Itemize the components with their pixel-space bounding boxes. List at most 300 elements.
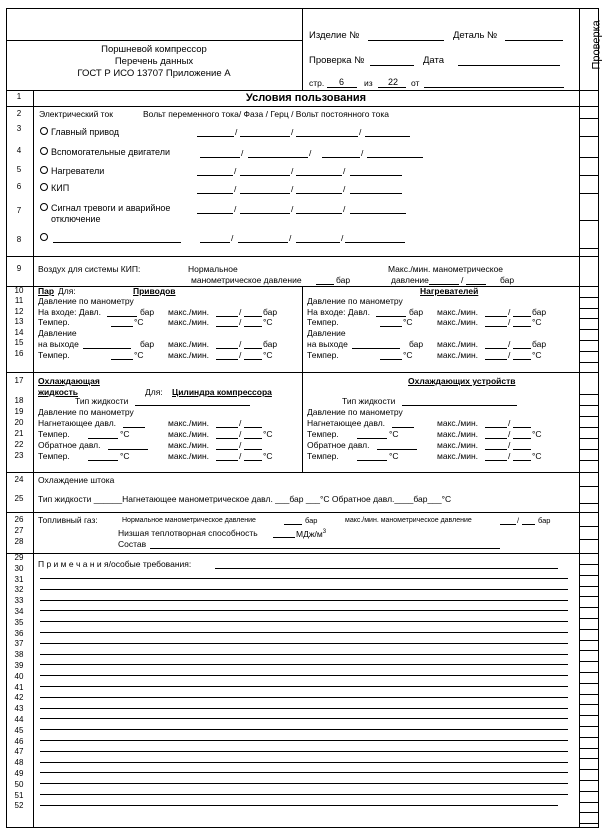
check-box-divider[interactable] — [579, 308, 598, 309]
line-number: 25 — [14, 494, 24, 503]
line-number: 50 — [14, 779, 24, 789]
slash: / — [508, 350, 511, 360]
check-box-divider[interactable] — [579, 394, 598, 395]
page-from: от — [411, 78, 420, 88]
notes-line[interactable] — [40, 664, 568, 665]
check-box-divider[interactable] — [579, 157, 598, 158]
electric-field[interactable] — [296, 213, 342, 214]
slash: / — [239, 451, 242, 461]
check-box-divider[interactable] — [579, 438, 598, 439]
fuel-composition-field[interactable] — [150, 548, 500, 549]
check-box-divider[interactable] — [579, 769, 598, 770]
line-number: 15 — [14, 338, 24, 347]
electric-field[interactable] — [350, 193, 402, 194]
divider-after-16 — [6, 372, 579, 373]
notes-line[interactable] — [40, 729, 568, 730]
electric-field[interactable] — [240, 136, 290, 137]
fuel-lhv-field[interactable] — [273, 537, 295, 538]
min-field[interactable] — [244, 427, 262, 428]
line-number: 23 — [14, 451, 24, 460]
slash: / — [343, 184, 346, 194]
check-box-divider[interactable] — [579, 351, 598, 352]
outlet-pressure-field[interactable] — [352, 348, 400, 349]
item-alarm-label: Сигнал тревоги и аварийное — [51, 203, 171, 213]
check-box-divider[interactable] — [579, 596, 598, 597]
check-box-divider[interactable] — [579, 758, 598, 759]
check-box-divider[interactable] — [579, 340, 598, 341]
check-box-divider[interactable] — [579, 372, 598, 373]
max-field[interactable] — [216, 326, 238, 327]
divider-after-28 — [6, 553, 579, 554]
line-number: 11 — [14, 296, 24, 305]
max-field[interactable] — [485, 359, 507, 360]
line-number: 39 — [14, 661, 24, 670]
min-field[interactable] — [513, 359, 531, 360]
min-field[interactable] — [513, 316, 531, 317]
line-number: 33 — [14, 596, 24, 606]
temp-field[interactable] — [357, 438, 387, 439]
item-aux-motors-label: Вспомогательные двигатели — [51, 147, 171, 157]
unit-bar: бар — [409, 339, 424, 349]
min-field[interactable] — [513, 348, 531, 349]
min-field[interactable] — [244, 449, 262, 450]
max-field[interactable] — [485, 460, 507, 461]
check-box-divider[interactable] — [579, 118, 598, 119]
fluid-type-label: Тип жидкости — [342, 396, 396, 406]
return-field[interactable] — [108, 449, 148, 450]
electric-units: Вольт переменного тока/ Фаза / Герц / Вольт постоянного тока — [143, 109, 389, 119]
temp-field[interactable] — [88, 460, 118, 461]
notes-line[interactable] — [40, 621, 568, 622]
electric-field[interactable] — [238, 242, 288, 243]
check-box-divider[interactable] — [579, 539, 598, 540]
temp-field[interactable] — [111, 359, 133, 360]
check-box-divider[interactable] — [579, 503, 598, 504]
line-number: 40 — [14, 671, 24, 681]
check-box-divider[interactable] — [579, 650, 598, 651]
max-field[interactable] — [485, 427, 507, 428]
electric-field[interactable] — [197, 193, 233, 194]
check-box-divider[interactable] — [579, 329, 598, 330]
line-number: 1 — [16, 92, 22, 101]
steam-for: Для: — [58, 286, 76, 296]
notes-line[interactable] — [40, 632, 568, 633]
notes-line[interactable] — [40, 805, 558, 806]
unit-deg-c: °C — [134, 350, 144, 360]
check-box-divider[interactable] — [579, 286, 598, 287]
min-field[interactable] — [244, 359, 262, 360]
electric-field[interactable] — [200, 157, 240, 158]
max-field[interactable] — [216, 427, 238, 428]
min-field[interactable] — [244, 460, 262, 461]
unit-deg-c: °C — [389, 429, 399, 439]
check-box-divider[interactable] — [579, 416, 598, 417]
electric-field[interactable] — [296, 193, 342, 194]
line-number: 47 — [14, 747, 24, 757]
detal-field[interactable] — [505, 40, 563, 41]
max-min-label: макс./мин. — [437, 307, 479, 317]
air-bar-2: бар — [500, 275, 515, 285]
notes-line[interactable] — [40, 762, 568, 763]
check-box-divider[interactable] — [579, 512, 598, 513]
line-number: 16 — [14, 349, 24, 358]
electric-field[interactable] — [240, 193, 290, 194]
line-number: 22 — [14, 440, 24, 449]
item-alarm[interactable] — [40, 203, 170, 213]
max-min-label: макс./мин. — [168, 307, 210, 317]
check-box-divider[interactable] — [579, 175, 598, 176]
temper-label: Темпер. — [38, 429, 70, 439]
check-box-divider[interactable] — [579, 575, 598, 576]
outlet-pressure-field[interactable] — [83, 348, 131, 349]
max-min-label: макс./мин. — [437, 451, 479, 461]
temp-field[interactable] — [88, 438, 118, 439]
check-box-divider[interactable] — [579, 726, 598, 727]
steam-mid — [302, 286, 303, 372]
data-label: Дата — [423, 55, 445, 66]
max-min-label: макс./мин. — [437, 317, 479, 327]
check-box-divider[interactable] — [579, 297, 598, 298]
steam-drives: Приводов — [133, 286, 176, 296]
line-number: 12 — [14, 307, 24, 316]
max-min-label: макс./мин. — [437, 339, 479, 349]
unit-deg-c: °C — [263, 429, 273, 439]
line-number: 10 — [14, 286, 24, 295]
check-box-divider[interactable] — [579, 193, 598, 194]
max-field[interactable] — [216, 348, 238, 349]
check-box-divider[interactable] — [579, 780, 598, 781]
temper-label: Темпер. — [307, 451, 339, 461]
max-min-label: макс./мин. — [437, 418, 479, 428]
check-box-divider[interactable] — [579, 106, 598, 107]
page-from-field[interactable] — [424, 87, 564, 88]
radio-icon[interactable] — [40, 127, 48, 135]
max-field[interactable] — [485, 348, 507, 349]
item-heaters[interactable] — [40, 166, 104, 176]
min-field[interactable] — [244, 316, 262, 317]
electric-field[interactable] — [197, 136, 234, 137]
item-kip-label: КИП — [51, 183, 70, 193]
unit-bar: бар — [532, 307, 547, 317]
check-box-divider[interactable] — [579, 748, 598, 749]
radio-icon[interactable] — [40, 233, 48, 241]
line-number: 35 — [14, 617, 24, 627]
detal-label: Деталь № — [453, 30, 498, 41]
notes-line[interactable] — [40, 783, 568, 784]
page-current: 6 — [339, 77, 345, 87]
check-box-divider[interactable] — [579, 694, 598, 695]
check-box-divider[interactable] — [579, 607, 598, 608]
check-box-divider[interactable] — [579, 220, 598, 221]
check-box-divider[interactable] — [579, 661, 598, 662]
max-min-label: макс./мин. — [437, 350, 479, 360]
min-field[interactable] — [513, 427, 531, 428]
temper-label: Темпер. — [307, 429, 339, 439]
line-number: 48 — [14, 758, 24, 768]
notes-line[interactable] — [40, 610, 568, 611]
max-field[interactable] — [485, 316, 507, 317]
max-field[interactable] — [216, 449, 238, 450]
air-bar: бар — [336, 275, 351, 285]
electric-field[interactable] — [197, 213, 233, 214]
line-number: 44 — [14, 715, 24, 724]
item-custom[interactable] — [40, 233, 51, 243]
max-min-label: макс./мин. — [437, 429, 479, 439]
unit-deg-c: °C — [120, 451, 130, 461]
notes-line[interactable] — [40, 589, 568, 590]
electric-field[interactable] — [240, 213, 290, 214]
line-number: 41 — [14, 682, 24, 692]
data-field[interactable] — [458, 65, 560, 66]
check-box-divider[interactable] — [579, 472, 598, 473]
return-field[interactable] — [377, 449, 417, 450]
fuel-slash: / — [517, 516, 520, 525]
electric-field[interactable] — [296, 175, 342, 176]
check-box-divider[interactable] — [579, 737, 598, 738]
slash: / — [309, 148, 312, 158]
check-box-divider[interactable] — [579, 812, 598, 813]
discharge-field[interactable] — [392, 427, 414, 428]
fuel-max-field[interactable] — [500, 524, 516, 525]
min-field[interactable] — [513, 460, 531, 461]
item-alarm-2: отключение — [51, 214, 101, 224]
unit-deg-c: °C — [120, 429, 130, 439]
page-total: 22 — [388, 77, 399, 87]
electric-field[interactable] — [248, 157, 308, 158]
cool-liquid-1: Охлаждающая — [38, 376, 100, 386]
air-slash: / — [461, 275, 464, 285]
notes-label: П р и м е ч а н и я/особые требования: — [38, 559, 192, 569]
steam-heaters: Нагревателей — [420, 286, 479, 296]
check-box-divider[interactable] — [579, 449, 598, 450]
notes-line[interactable] — [40, 751, 568, 752]
slash: / — [343, 204, 346, 214]
slash: / — [231, 233, 234, 243]
fuel-label: Топливный газ: — [38, 515, 98, 525]
electric-field[interactable] — [365, 136, 410, 137]
check-box-divider[interactable] — [579, 318, 598, 319]
izdelie-label: Изделие № — [309, 30, 360, 41]
item-heaters-label: Нагреватели — [51, 166, 105, 176]
unit-deg-c: °C — [403, 317, 413, 327]
radio-icon[interactable] — [40, 203, 48, 211]
check-box-divider[interactable] — [579, 640, 598, 641]
slash: / — [239, 429, 242, 439]
item-aux-motors[interactable] — [40, 147, 170, 157]
item-main-drive[interactable] — [40, 127, 119, 137]
max-field[interactable] — [216, 438, 238, 439]
rod-title: Охлаждение штока — [38, 475, 115, 485]
slash: / — [359, 127, 362, 137]
doc-title-3: ГОСТ Р ИСО 13707 Приложение А — [77, 68, 231, 79]
izdelie-field[interactable] — [368, 40, 444, 41]
line-number: 27 — [14, 526, 24, 535]
line-number: 3 — [16, 124, 22, 133]
max-min-label: макс./мин. — [437, 440, 479, 450]
max-field[interactable] — [216, 359, 238, 360]
check-box-divider[interactable] — [579, 553, 598, 554]
electric-label: Электрический ток — [39, 109, 113, 119]
slash: / — [239, 339, 242, 349]
notes-line[interactable] — [40, 697, 568, 698]
doc-title-1: Поршневой компрессор — [101, 44, 207, 55]
min-field[interactable] — [244, 438, 262, 439]
unit-deg-c: °C — [532, 451, 542, 461]
check-box-divider[interactable] — [579, 460, 598, 461]
check-box-divider[interactable] — [579, 704, 598, 705]
cooling-mid — [302, 372, 303, 472]
notes-line[interactable] — [40, 772, 568, 773]
electric-field[interactable] — [350, 175, 402, 176]
fuel-maxmin: макс./мин. манометрическое давление — [345, 517, 472, 524]
max-field[interactable] — [216, 460, 238, 461]
check-box-divider[interactable] — [579, 802, 598, 803]
min-field[interactable] — [244, 348, 262, 349]
temp-field[interactable] — [380, 359, 402, 360]
line-number: 42 — [14, 693, 24, 703]
check-box-divider[interactable] — [579, 136, 598, 137]
check-box-divider[interactable] — [579, 248, 598, 249]
fluid-type-field[interactable] — [402, 405, 517, 406]
outlet-label: на выходе — [307, 339, 348, 349]
divider-after-9 — [6, 286, 579, 287]
check-box-divider[interactable] — [579, 427, 598, 428]
line-number: 29 — [14, 553, 24, 562]
frame-right — [598, 8, 599, 828]
slash: / — [291, 184, 294, 194]
slash: / — [291, 127, 294, 137]
max-field[interactable] — [485, 449, 507, 450]
check-box-divider[interactable] — [579, 618, 598, 619]
inlet-label: На входе: Давл. — [307, 307, 370, 317]
check-box-divider[interactable] — [579, 526, 598, 527]
electric-field[interactable] — [350, 213, 406, 214]
page-of: из — [364, 78, 373, 88]
notes-line[interactable] — [40, 686, 568, 687]
slash: / — [508, 429, 511, 439]
min-field[interactable] — [244, 326, 262, 327]
temper-label: Темпер. — [38, 451, 70, 461]
radio-icon[interactable] — [40, 183, 48, 191]
fluid-type-field[interactable] — [135, 405, 250, 406]
outlet-label: на выходе — [38, 339, 79, 349]
inlet-pressure-field[interactable] — [107, 316, 137, 317]
fuel-unit-sup: 3 — [322, 529, 327, 535]
air-max-2: давление — [391, 275, 429, 285]
min-field[interactable] — [513, 438, 531, 439]
electric-field[interactable] — [296, 136, 358, 137]
item-kip[interactable] — [40, 183, 69, 193]
electric-field[interactable] — [200, 242, 230, 243]
max-min-label: макс./мин. — [168, 418, 210, 428]
notes-line[interactable] — [40, 643, 568, 644]
notes-first-field[interactable] — [215, 568, 558, 569]
notes-line[interactable] — [40, 718, 568, 719]
check-box-divider[interactable] — [579, 715, 598, 716]
max-min-label: макс./мин. — [168, 339, 210, 349]
check-box-divider[interactable] — [579, 683, 598, 684]
fuel-normal: Нормальное манометрическое давление — [122, 517, 256, 524]
air-min-field[interactable] — [466, 284, 486, 285]
line-number: 13 — [14, 317, 24, 326]
slash: / — [361, 148, 364, 158]
electric-field[interactable] — [296, 242, 340, 243]
notes-line[interactable] — [40, 578, 568, 579]
notes-line[interactable] — [40, 794, 568, 795]
electric-field[interactable] — [345, 242, 405, 243]
notes-line[interactable] — [40, 654, 568, 655]
item-custom-field[interactable] — [53, 242, 181, 243]
line-number: 26 — [14, 515, 24, 524]
notes-line[interactable] — [40, 675, 568, 676]
frame-bottom — [6, 827, 598, 828]
temp-field[interactable] — [380, 326, 402, 327]
max-min-label: макс./мин. — [168, 440, 210, 450]
line-number: 24 — [14, 475, 24, 484]
temp-field[interactable] — [111, 326, 133, 327]
discharge-field[interactable] — [123, 427, 145, 428]
electric-field[interactable] — [322, 157, 360, 158]
air-normal-field[interactable] — [316, 284, 334, 285]
max-field[interactable] — [216, 316, 238, 317]
notes-line[interactable] — [40, 740, 568, 741]
electric-field[interactable] — [367, 157, 423, 158]
max-field[interactable] — [485, 326, 507, 327]
proverka-num-field[interactable] — [370, 65, 414, 66]
gauge-pressure-label: Давление по манометру — [307, 296, 403, 306]
air-max-field[interactable] — [429, 284, 459, 285]
check-box-divider[interactable] — [579, 791, 598, 792]
check-box-divider[interactable] — [579, 256, 598, 257]
check-box-divider[interactable] — [579, 672, 598, 673]
fuel-normal-field[interactable] — [284, 524, 302, 525]
check-box-divider[interactable] — [579, 823, 598, 824]
line-number: 19 — [14, 407, 24, 416]
min-field[interactable] — [513, 449, 531, 450]
check-box-divider[interactable] — [579, 629, 598, 630]
radio-icon[interactable] — [40, 147, 48, 155]
max-field[interactable] — [485, 438, 507, 439]
inlet-pressure-field[interactable] — [376, 316, 406, 317]
slash: / — [235, 127, 238, 137]
line-number: 52 — [14, 801, 24, 811]
check-box-divider[interactable] — [579, 564, 598, 565]
check-box-divider[interactable] — [579, 586, 598, 587]
check-box-divider[interactable] — [579, 486, 598, 487]
unit-bar: бар — [532, 339, 547, 349]
electric-field[interactable] — [197, 175, 233, 176]
unit-deg-c: °C — [263, 451, 273, 461]
line-number: 38 — [14, 650, 24, 660]
electric-field[interactable] — [240, 175, 290, 176]
line-number: 46 — [14, 736, 24, 746]
slash: / — [291, 204, 294, 214]
notes-line[interactable] — [40, 600, 568, 601]
temper-label: Темпер. — [38, 350, 70, 360]
min-field[interactable] — [513, 326, 531, 327]
radio-icon[interactable] — [40, 166, 48, 174]
page-current-line — [327, 87, 357, 88]
slash: / — [508, 307, 511, 317]
slash: / — [234, 166, 237, 176]
temp-field[interactable] — [357, 460, 387, 461]
air-label: Воздух для системы КИП: — [38, 264, 141, 274]
proverka-vertical: Проверка — [590, 20, 603, 70]
fuel-min-field[interactable] — [522, 524, 535, 525]
notes-line[interactable] — [40, 708, 568, 709]
check-box-divider[interactable] — [579, 362, 598, 363]
check-box-divider[interactable] — [579, 405, 598, 406]
